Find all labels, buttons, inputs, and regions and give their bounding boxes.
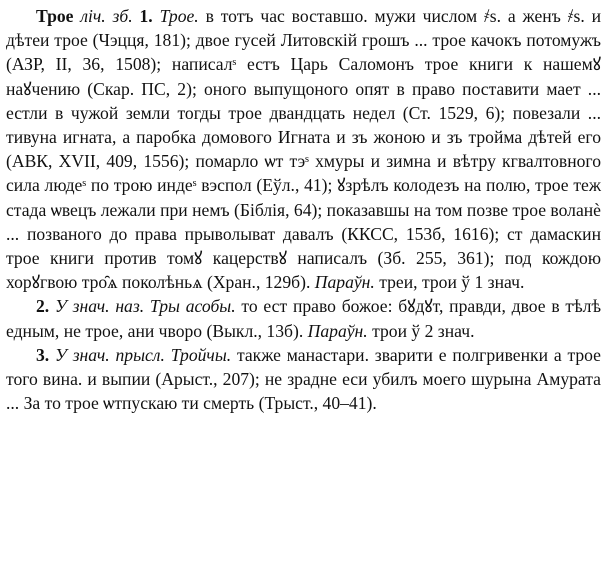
cross-reference-label: Параўн. [314, 272, 375, 293]
grammar-label: ліч. зб. [80, 6, 133, 26]
sense-gloss: У знач. прысл. Тройчы. [55, 344, 232, 365]
sense-text: то ест право божое: бꙋдꙋт, правди, двое в тѣлѣ едным, не трое, ани чворо (Выкл., 13б). [6, 296, 602, 341]
cross-reference-label: Параўн. [307, 320, 368, 341]
sense-number: 3. [36, 344, 50, 365]
sense-number: 2. [36, 296, 50, 317]
sense-text: в тотъ час воставшо. мужи числом ҂ѕ. а женъ ҂ѕ. и дѣтеи трое (Чэцця, 181); двое гусей Литовскій грошъ ... трое качокъ потомужъ (АЗР, II, 36, 1508); написалˢ естъ Царь Саломонъ трое книги к нашемꙋ наꙋчению (Скар. ПС, 2); оного выпущоного опят в право поставити мает ... естли в чужой земли тогды трое двандцать недел (Ст. 1529, 6); повезали ... тивуна игната, а паробка домового Игната и зъ жоною и зъ тройма дѣтей его (АВК, XVII, 409, 1556); помарло ѡт тэˢ хмуры и зимна и вѣтру кгвалтовного сила людеˢ по трою индеˢ вэспол (Еўл., 41); ꙋзрѣлъ колодезъ на полю, трое теж стада ѡвецъ лежали при немъ (Біблія, 64); показавшы на том позве трое воланѐ ... позваного до права прыволыват давалъ (ККСС, 153б, 1616); ст дамаскин трое книги против томꙋ кацерствꙋ написалъ (Зб. 255, 361); под кождою хорꙋгвою тро̑ѧ поколѣньѧ (Хран., 129б). [6, 6, 602, 293]
sense-1-paragraph [6, 4, 601, 294]
cross-reference-text: трои ў 2 знач. [372, 320, 475, 341]
sense-number: 1. [139, 6, 153, 26]
sense-text: также манастари. зварити е полгривенки а трое того вина. и выпии (Арыст., 207); не зрадне еси убилъ моего шурына Амурата ... За то трое ѡтпускаю ти смерть (Трыст., 40–41). [6, 344, 601, 414]
cross-reference-text: треи, трои ў 1 знач. [379, 272, 525, 293]
headword: Трое [36, 6, 74, 26]
sense-gloss: У знач. наз. Тры асобы. [54, 296, 236, 317]
sense-3-paragraph [6, 343, 601, 416]
sense-2-paragraph [6, 294, 601, 342]
sense-gloss: Трое. [159, 6, 199, 26]
